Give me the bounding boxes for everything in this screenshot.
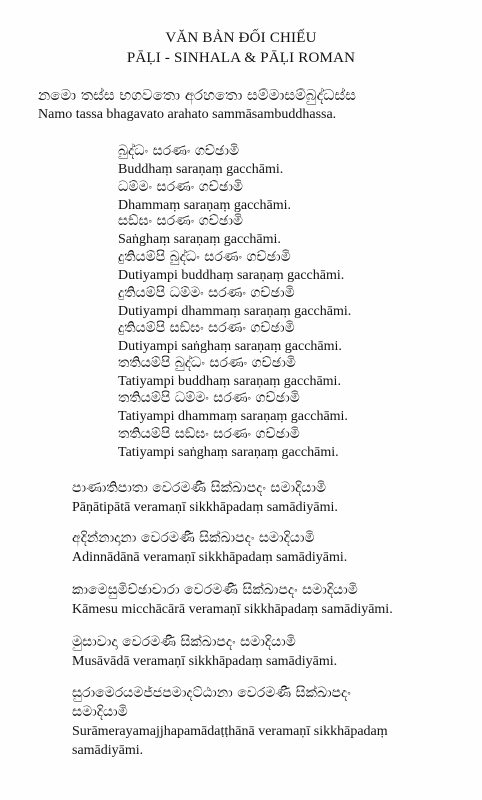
- precept-roman: Adinnādānā veramaṇī sikkhāpadaṃ samādiyāmi.: [72, 550, 348, 565]
- refuge-sinhala: සඞ්ඝං සරණං ගච්ඡාමි: [118, 213, 243, 229]
- precept-sinhala: සුරාමෙරයමජ්ජපමාදට්ඨානා වෙරමණී සික්ඛාපදං: [72, 685, 351, 701]
- precept-sinhala: සමාදියාමි: [72, 704, 128, 720]
- namo-sinhala: නමො තස්ස භගවතො අරහතො සම්මාසම්බුද්ධස්ස: [38, 86, 356, 104]
- refuge-sinhala: දුතියම්පි ධම්මං සරණං ගච්ඡාමි: [118, 285, 295, 301]
- refuge-roman: Dutiyampi dhammaṃ saraṇaṃ gacchāmi.: [118, 304, 352, 319]
- refuge-sinhala: බුද්ධං සරණං ගච්ඡාමි: [118, 143, 240, 159]
- refuge-roman: Tatiyampi dhammaṃ saraṇaṃ gacchāmi.: [118, 409, 348, 424]
- namo-roman: Namo tassa bhagavato arahato sammāsambuddhassa.: [38, 107, 337, 122]
- refuge-sinhala: තතියම්පි බුද්ධං සරණං ගච්ඡාමි: [118, 355, 296, 371]
- refuge-roman: Dutiyampi buddhaṃ saraṇaṃ gacchāmi.: [118, 268, 345, 283]
- precept-roman: Kāmesu micchācārā veramaṇī sikkhāpadaṃ samādiyāmi.: [72, 602, 393, 617]
- precept-sinhala: මුසාවාදා වෙරමණී සික්ඛාපදං සමාදියාමි: [72, 634, 296, 650]
- refuge-roman: Buddhaṃ saraṇaṃ gacchāmi.: [118, 162, 284, 177]
- precept-sinhala: පාණාතිපාතා වෙරමණී සික්ඛාපදං සමාදියාමි: [72, 480, 327, 496]
- refuge-roman: Tatiyampi saṅghaṃ saraṇaṃ gacchāmi.: [118, 445, 339, 460]
- precept-roman: samādiyāmi.: [72, 743, 144, 758]
- refuge-roman: Saṅghaṃ saraṇaṃ gacchāmi.: [118, 232, 281, 247]
- refuge-sinhala: දුතියම්පි බුද්ධං සරණං ගච්ඡාමි: [118, 249, 291, 265]
- precept-sinhala: කාමෙසුමිච්ඡාචාරා වෙරමණී සික්ඛාපදං සමාදියාමි: [72, 582, 358, 598]
- refuge-sinhala: තතියම්පි සඞ්ඝං සරණං ගච්ඡාමි: [118, 426, 300, 442]
- refuge-sinhala: දුතියම්පි සඞ්ඝං සරණං ගච්ඡාමි: [118, 320, 295, 336]
- precept-roman: Pāṇātipātā veramaṇī sikkhāpadaṃ samādiyāmi.: [72, 500, 338, 515]
- document-subtitle: PĀḶI - SINHALA & PĀḶI ROMAN: [126, 50, 356, 66]
- refuge-sinhala: තතියම්පි ධම්මං සරණං ගච්ඡාමි: [118, 390, 300, 406]
- document-title: VĂN BẢN ĐỐI CHIẾU: [165, 30, 317, 46]
- refuge-sinhala: ධම්මං සරණං ගච්ඡාමි: [118, 179, 243, 195]
- refuge-roman: Dutiyampi saṅghaṃ saraṇaṃ gacchāmi.: [118, 339, 342, 354]
- precept-sinhala: අදින්නාදානා වෙරමණී සික්ඛාපදං සමාදියාමි: [72, 530, 315, 546]
- refuge-roman: Dhammaṃ saraṇaṃ gacchāmi.: [118, 198, 291, 213]
- refuge-roman: Tatiyampi buddhaṃ saraṇaṃ gacchāmi.: [118, 374, 341, 389]
- precept-roman: Surāmerayamajjhapamādaṭṭhānā veramaṇī sikkhāpadaṃ: [72, 724, 388, 739]
- precept-roman: Musāvādā veramaṇī sikkhāpadaṃ samādiyāmi.: [72, 654, 338, 669]
